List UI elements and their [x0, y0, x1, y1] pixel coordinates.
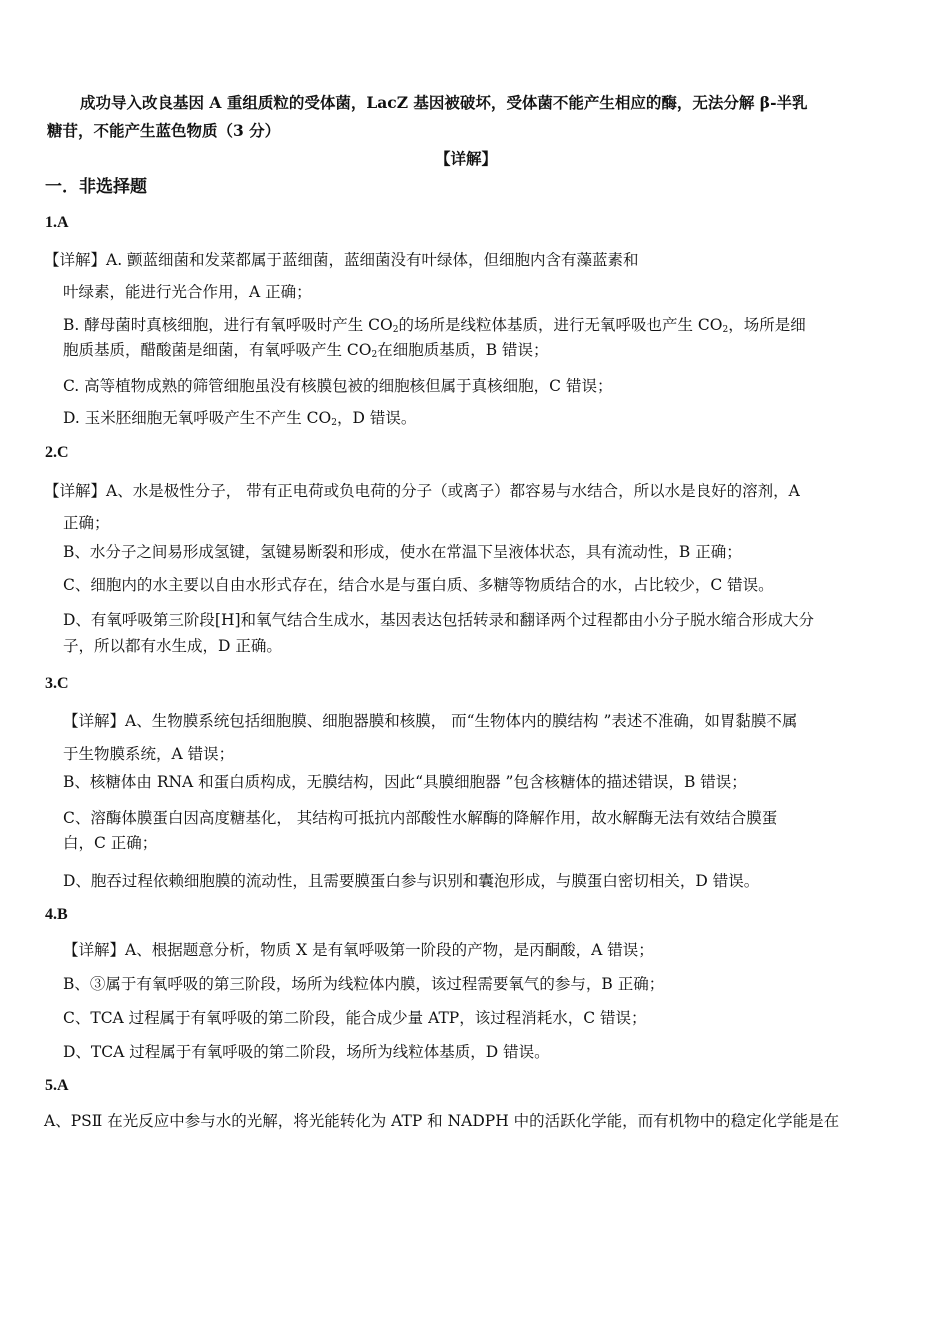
q5-number: 5.A: [45, 1077, 69, 1094]
q1-a-line-1: 【详解】A. 颤蓝细菌和发菜都属于蓝细菌，蓝细菌没有叶绿体，但细胞内含有藻蓝素和: [44, 251, 639, 269]
q2-d-line-2: 子，所以都有水生成，D 正确。: [63, 637, 282, 655]
section-title: 一．非选择题: [45, 177, 147, 197]
q2-d-line-1: D、有氧呼吸第三阶段[H]和氧气结合生成水，基因表达包括转录和翻译两个过程都由小分子脱水缩合形成大分: [63, 611, 815, 629]
q3-a-line-2: 于生物膜系统，A 错误；: [63, 745, 235, 763]
q1-number: 1.A: [45, 214, 69, 231]
q1-a-line-2: 叶绿素，能进行光合作用，A 正确；: [63, 283, 312, 301]
q1-b-line-1: B. 酵母菌时真核细胞，进行有氧呼吸时产生 $CO_2$的场所是线粒体基质，进行无氧呼吸也产生 $CO_2$，场所是细: [63, 316, 806, 335]
q4-b-line: B、③属于有氧呼吸的第三阶段，场所为线粒体内膜，该过程需要氧气的参与，B 正确；: [63, 975, 665, 993]
q3-d-line: D、胞吞过程依赖细胞膜的流动性，且需要膜蛋白参与识别和囊泡形成，与膜蛋白密切相关，D 错误。: [63, 872, 760, 890]
q2-c-line: C、细胞内的水主要以自由水形式存在，结合水是与蛋白质、多糖等物质结合的水，占比较少，C 错误。: [63, 576, 774, 594]
q4-c-line: C、TCA 过程属于有氧呼吸的第二阶段，能合成少量 ATP，该过程消耗水，C 错误；: [63, 1009, 647, 1027]
xiangjie-heading: 【详解】: [435, 149, 498, 168]
q3-number: 3.C: [45, 675, 69, 692]
q4-d-line: D、TCA 过程属于有氧呼吸的第二阶段，场所为线粒体基质，D 错误。: [63, 1043, 550, 1061]
q1-c-line: C. 高等植物成熟的筛管细胞虽没有核膜包被的细胞核但属于真核细胞，C 错误；: [63, 377, 613, 395]
q2-a-line-2: 正确；: [63, 514, 110, 532]
q3-a-line-1: 【详解】A、生物膜系统包括细胞膜、细胞器膜和核膜， 而“生物体内的膜结构 ”表述不准确，如胃黏膜不属: [63, 712, 798, 730]
q4-a-line: 【详解】A、根据题意分析，物质 X 是有氧呼吸第一阶段的产物，是丙酮酸，A 错误；: [63, 941, 654, 959]
q2-a-line-1: 【详解】A、水是极性分子， 带有正电荷或负电荷的分子（或离子）都容易与水结合，所以水是良好的溶剂，A: [44, 482, 800, 500]
intro-line-2: 糖苷，不能产生蓝色物质（3 分）: [47, 121, 281, 140]
q3-c-line-1: C、溶酶体膜蛋白因高度糖基化， 其结构可抵抗内部酸性水解酶的降解作用，故水解酶无法有效结合膜蛋: [63, 809, 778, 827]
q3-b-line: B、核糖体由 RNA 和蛋白质构成，无膜结构，因此“具膜细胞器 ”包含核糖体的描述错误，B 错误；: [63, 773, 747, 791]
q1-d-line: D. 玉米胚细胞无氧呼吸产生不产生 $CO_2$，D 错误。: [63, 409, 417, 428]
q1-b-line-2: 胞质基质，醋酸菌是细菌，有氧呼吸产生 $CO_2$在细胞质基质，B 错误；: [63, 341, 549, 360]
q2-number: 2.C: [45, 444, 69, 461]
q4-number: 4.B: [45, 906, 68, 923]
q3-c-line-2: 白，C 正确；: [63, 834, 158, 852]
q2-b-line: B、水分子之间易形成氢键，氢键易断裂和形成，使水在常温下呈液体状态，具有流动性，B 正确；: [63, 543, 742, 561]
q5-a-line-1: A、PSⅡ 在光反应中参与水的光解，将光能转化为 ATP 和 NADPH 中的活跃化学能，而有机物中的稳定化学能是在: [44, 1112, 840, 1130]
intro-line-1: 成功导入改良基因 A 重组质粒的受体菌，LacZ 基因被破坏，受体菌不能产生相应的酶，无法分解 β-半乳: [80, 93, 808, 112]
